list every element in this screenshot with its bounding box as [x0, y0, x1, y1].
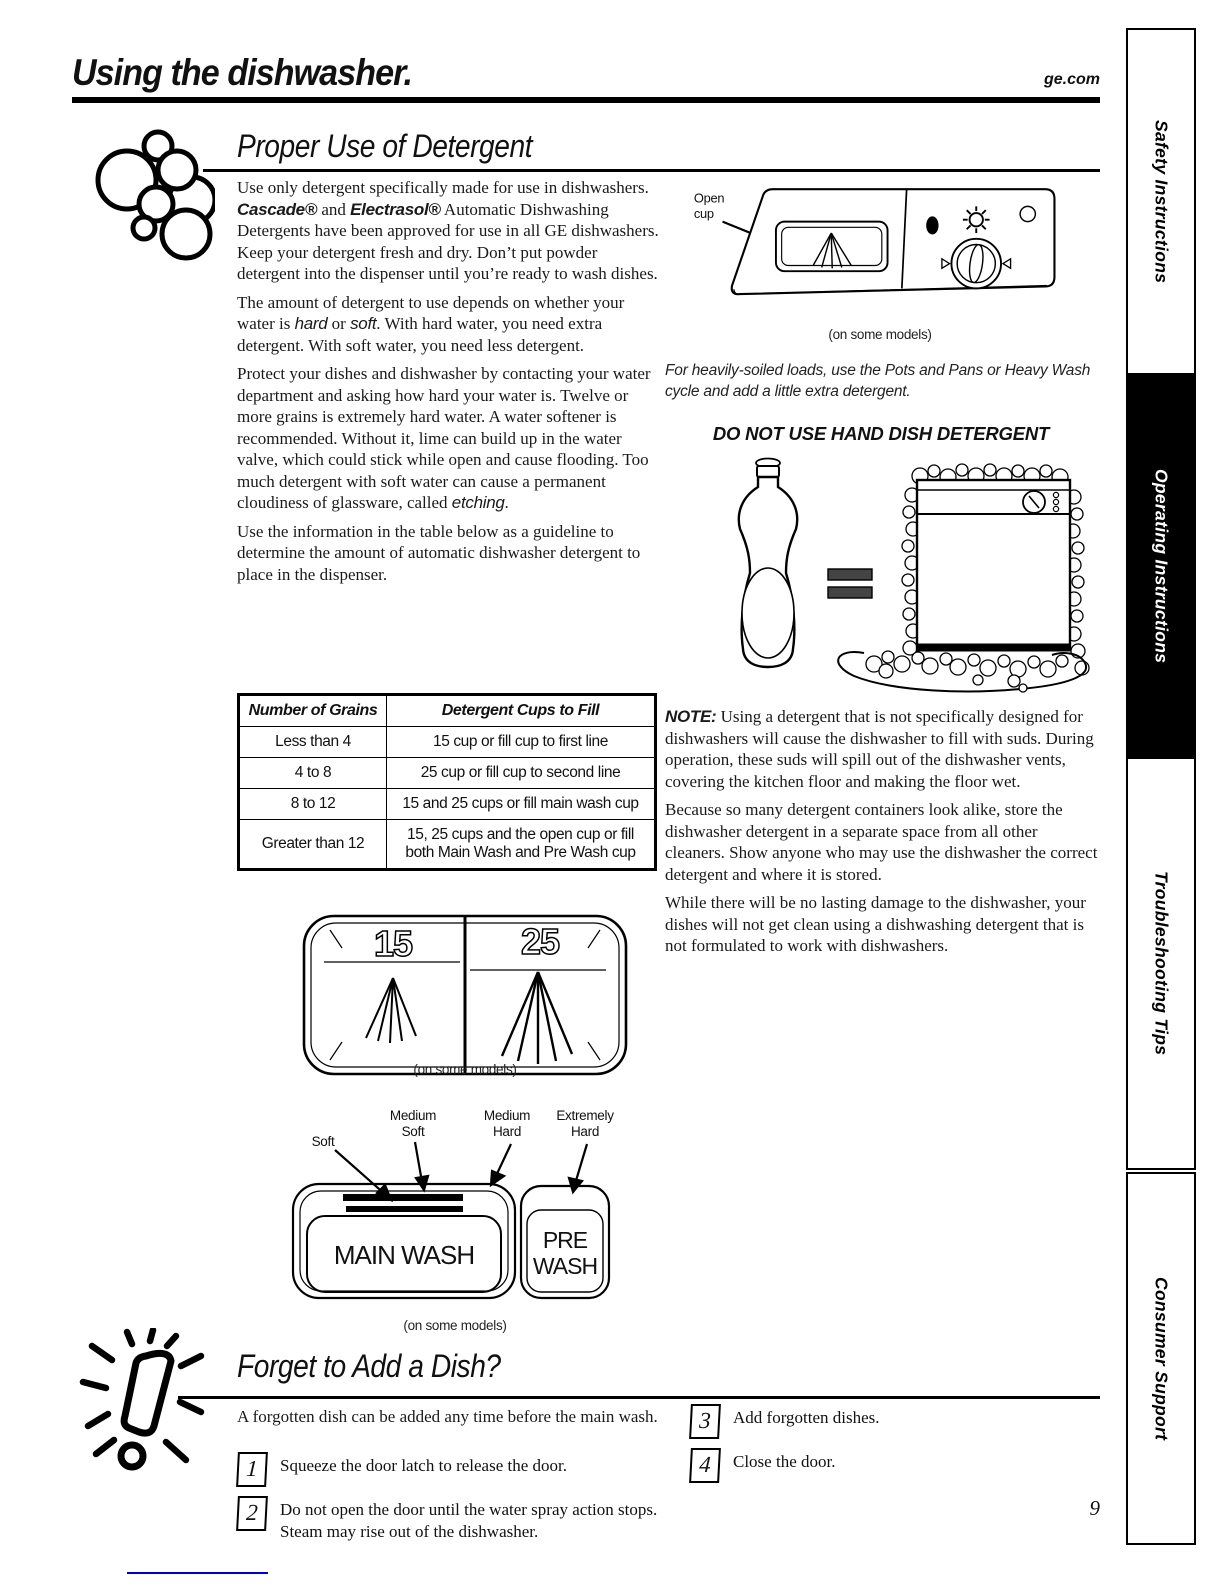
detergent-table: [237, 693, 657, 871]
cup-15-label: 15: [373, 923, 413, 964]
table-row: Less than 4 15 cup or fill cup to first line: [239, 727, 656, 758]
detergent-text-left: [237, 177, 662, 592]
paragraph: The amount of detergent to use depends on whether your water is hard or soft. With hard water, you need extra detergent. With soft water, you need less detergent.: [237, 292, 625, 355]
paragraph: Use only detergent specifically made for use in dishwashers. Cascade® and Electrasol® Automatic Dishwashing Detergents have been approved for use in all GE dishwashers. Keep your detergent fresh and dry. Don’t put powder detergent into the dispenser until you’re ready to wash dishes.: [237, 178, 659, 283]
tab-label: Consumer Support: [1151, 1276, 1172, 1441]
fill-line-lower: [346, 1206, 463, 1212]
note-label: NOTE:: [665, 707, 717, 726]
hardness-caption: (on some models): [403, 1318, 507, 1333]
detergent-cups-illustration: [300, 910, 630, 1085]
table-row: 8 to 12 15 and 25 cups or fill main wash cup: [239, 789, 656, 820]
page-title: Using the dishwasher.: [72, 52, 413, 93]
link-underline[interactable]: [127, 1572, 268, 1574]
equals-sign: [828, 569, 872, 598]
brand-cascade: Cascade®: [237, 199, 318, 219]
step-item: 1 Squeeze the door latch to release the door.: [237, 1452, 677, 1487]
paragraph: Use the information in the table below as a guideline to determine the amount of automatic dishwasher detergent to place in the dispenser.: [237, 521, 641, 584]
detergent-text-right: [665, 706, 1101, 964]
website-link[interactable]: ge.com: [1043, 71, 1100, 88]
svg-text:Medium: Medium: [483, 1108, 531, 1123]
dispenser-caption: (on some models): [828, 327, 932, 342]
tab-operating-instructions[interactable]: [1126, 375, 1196, 757]
suds-illustration: [668, 450, 1100, 703]
forget-steps-left: [237, 1452, 677, 1551]
dispenser-illustration: [692, 182, 1064, 333]
label-soft: Soft: [311, 1134, 335, 1149]
table-header: Detergent Cups to Fill: [387, 695, 656, 727]
main-wash-label: MAIN WASH: [333, 1240, 475, 1270]
svg-text:Medium: Medium: [389, 1108, 437, 1123]
water-hardness-diagram: [285, 1088, 625, 1313]
step-number: 1: [236, 1452, 268, 1487]
warning-heading: DO NOT USE HAND DISH DETERGENT: [712, 423, 1050, 444]
forget-intro: A forgotten dish can be added any time before the main wash.: [237, 1407, 658, 1426]
label-medium-hard: Hard: [492, 1124, 522, 1139]
paragraph: Because so many detergent containers look alike, store the dishwasher detergent in a separate space from all other cleaners. Show anyone who may use the dishwasher the correct detergent and where it is stored.: [665, 800, 1098, 884]
svg-text:Extremely: Extremely: [556, 1108, 614, 1123]
cups-caption: (on some models): [413, 1062, 517, 1077]
section-heading-forget: Forget to Add a Dish?: [237, 1348, 501, 1384]
open-cup-label: Open: [693, 190, 725, 206]
step-number: 2: [236, 1496, 268, 1531]
note-paragraph: NOTE: Using a detergent that is not specifically designed for dishwashers will cause the dishwasher to fill with suds. During operation, these suds will spill out of the dishwasher vents, covering the kitchen floor and making the floor wet.: [665, 707, 1094, 791]
step-item: 3 Add forgotten dishes.: [690, 1404, 1100, 1439]
step-item: 2 Do not open the door until the water spray action stops. Steam may rise out of the dishwasher.: [237, 1496, 677, 1542]
svg-text:WASH: WASH: [532, 1253, 598, 1279]
section-heading-detergent: Proper Use of Detergent: [237, 128, 533, 164]
fill-line-upper: [343, 1194, 463, 1201]
tab-consumer-support[interactable]: [1126, 1172, 1196, 1545]
section-rule: [178, 1396, 1100, 1399]
header-rule: [72, 97, 1100, 103]
pre-wash-label: PRE: [542, 1227, 588, 1253]
paragraph: Protect your dishes and dishwasher by contacting your water department and asking how hard your water is. Twelve or more grains is extremely hard water. A water softener is recommended. Without it, lime can build up in the water valve, which could stick while open and cause flooding. Too much detergent with soft water can cause a permanent cloudiness of glassware, called etching.: [237, 364, 651, 512]
svg-text:cup: cup: [693, 205, 714, 221]
forget-steps-right: [690, 1404, 1100, 1492]
page-number: 9: [1089, 1496, 1100, 1520]
table-header: Number of Grains: [239, 695, 387, 727]
alert-exclamation-icon: [68, 1328, 218, 1498]
tab-label: Operating Instructions: [1151, 468, 1172, 664]
table-row: 4 to 8 25 cup or fill cup to second line: [239, 758, 656, 789]
tab-troubleshooting-tips[interactable]: [1126, 757, 1196, 1170]
tab-label: Safety Instructions: [1151, 119, 1172, 284]
step-item: 4 Close the door.: [690, 1448, 1100, 1483]
table-row: Greater than 12 15, 25 cups and the open cup or fill both Main Wash and Pre Wash cup: [239, 820, 656, 870]
brand-electrasol: Electrasol®: [350, 199, 441, 219]
tab-label: Troubleshooting Tips: [1151, 871, 1172, 1056]
label-extremely-hard: Hard: [570, 1124, 600, 1139]
cup-25-label: 25: [520, 921, 560, 962]
tab-safety-instructions[interactable]: [1126, 28, 1196, 375]
section-rule: [203, 169, 1100, 172]
heavy-soil-note: For heavily-soiled loads, use the Pots and Pans or Heavy Wash cycle and add a little extra detergent.: [665, 362, 1091, 400]
label-medium-soft: Soft: [401, 1124, 425, 1139]
step-number: 3: [689, 1404, 721, 1439]
step-number: 4: [689, 1448, 721, 1483]
soap-bubbles-icon: [80, 118, 215, 268]
paragraph: While there will be no lasting damage to the dishwasher, your dishes will not get clean using a dishwashing detergent that is not formulated to work with dishwashers.: [665, 893, 1086, 955]
